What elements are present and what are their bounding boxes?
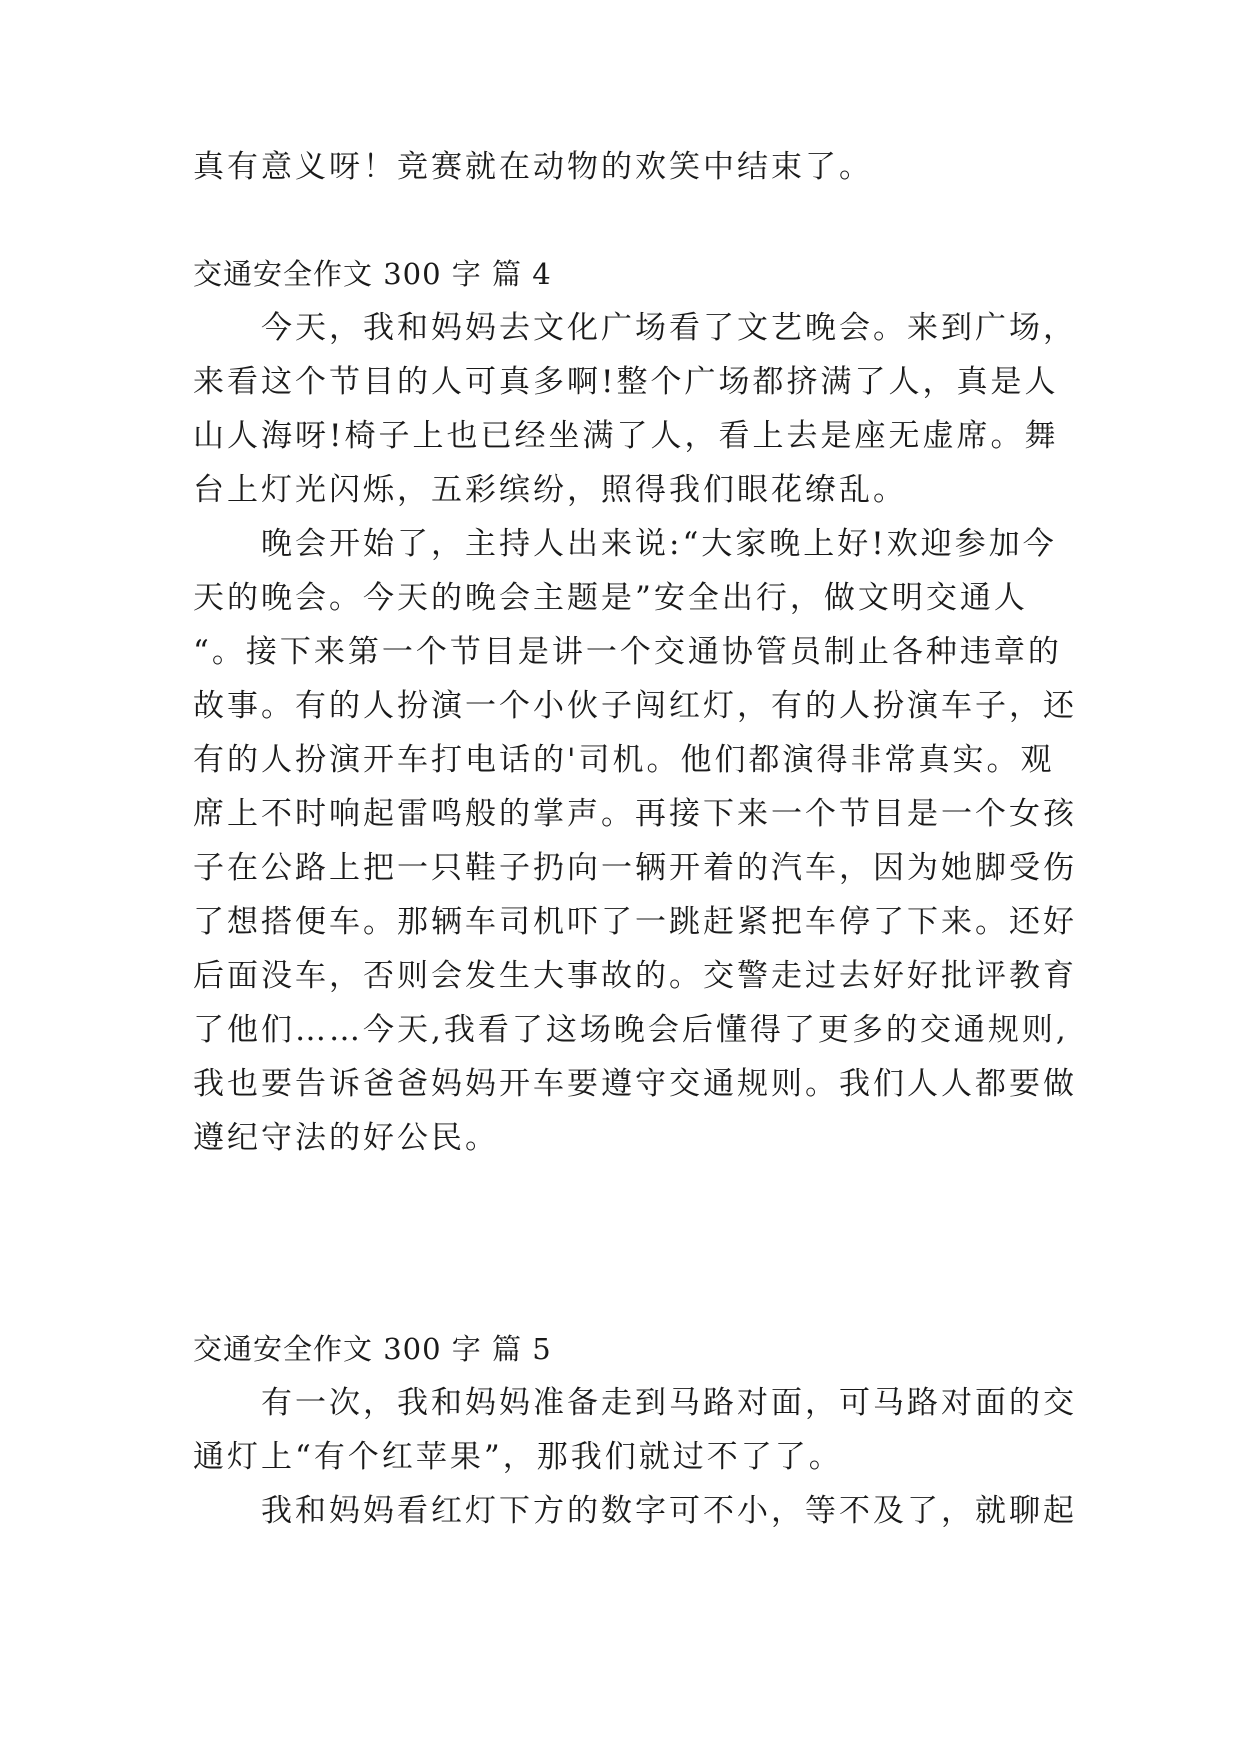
section-5	[193, 1322, 1077, 1538]
text-line: 晚会开始了，主持人出来说:“大家晚上好!欢迎参加今	[193, 526, 1057, 562]
text-line: 台上灯光闪烁，五彩缤纷，照得我们眼花缭乱。	[193, 472, 907, 508]
intro-paragraph	[193, 140, 1053, 194]
section-heading: 交通安全作文 300 字 篇 4	[193, 257, 552, 291]
text-line: 真有意义呀！竞赛就在动物的欢笑中结束了。	[193, 149, 873, 185]
text-line: 后面没车，否则会发生大事故的。交警走过去好好批评教育	[193, 958, 1077, 994]
text-line: 故事。有的人扮演一个小伙子闯红灯，有的人扮演车子，还	[193, 688, 1077, 724]
text-line: 天的晚会。今天的晚会主题是”安全出行，做文明交通人	[193, 580, 1028, 616]
section-4	[193, 247, 1077, 1165]
text-line: 山人海呀!椅子上也已经坐满了人，看上去是座无虚席。舞	[193, 418, 1059, 454]
text-line: 有的人扮演开车打电话的'司机。他们都演得非常真实。观	[193, 742, 1055, 778]
text-line: 今天，我和妈妈去文化广场看了文艺晚会。来到广场，	[193, 310, 1077, 346]
text-line: 有一次，我和妈妈准备走到马路对面，可马路对面的交	[193, 1385, 1077, 1421]
text-line: 遵纪守法的好公民。	[193, 1120, 499, 1156]
text-line: 子在公路上把一只鞋子扔向一辆开着的汽车，因为她脚受伤	[193, 850, 1077, 886]
text-line: “。接下来第一个节目是讲一个交通协管员制止各种违章的	[193, 634, 1062, 670]
text-line: 了想搭便车。那辆车司机吓了一跳赶紧把车停了下来。还好	[193, 904, 1077, 940]
text-line: 我也要告诉爸爸妈妈开车要遵守交通规则。我们人人都要做	[193, 1066, 1077, 1102]
text-line: 席上不时响起雷鸣般的掌声。再接下来一个节目是一个女孩	[193, 796, 1077, 832]
text-line: 了他们……今天,我看了这场晚会后懂得了更多的交通规则,	[193, 1012, 1069, 1048]
text-line: 来看这个节目的人可真多啊!整个广场都挤满了人，真是人	[193, 364, 1059, 400]
text-line: 通灯上“有个红苹果”，那我们就过不了了。	[193, 1439, 843, 1475]
text-line: 我和妈妈看红灯下方的数字可不小，等不及了，就聊起	[193, 1493, 1077, 1529]
section-heading: 交通安全作文 300 字 篇 5	[193, 1332, 552, 1366]
